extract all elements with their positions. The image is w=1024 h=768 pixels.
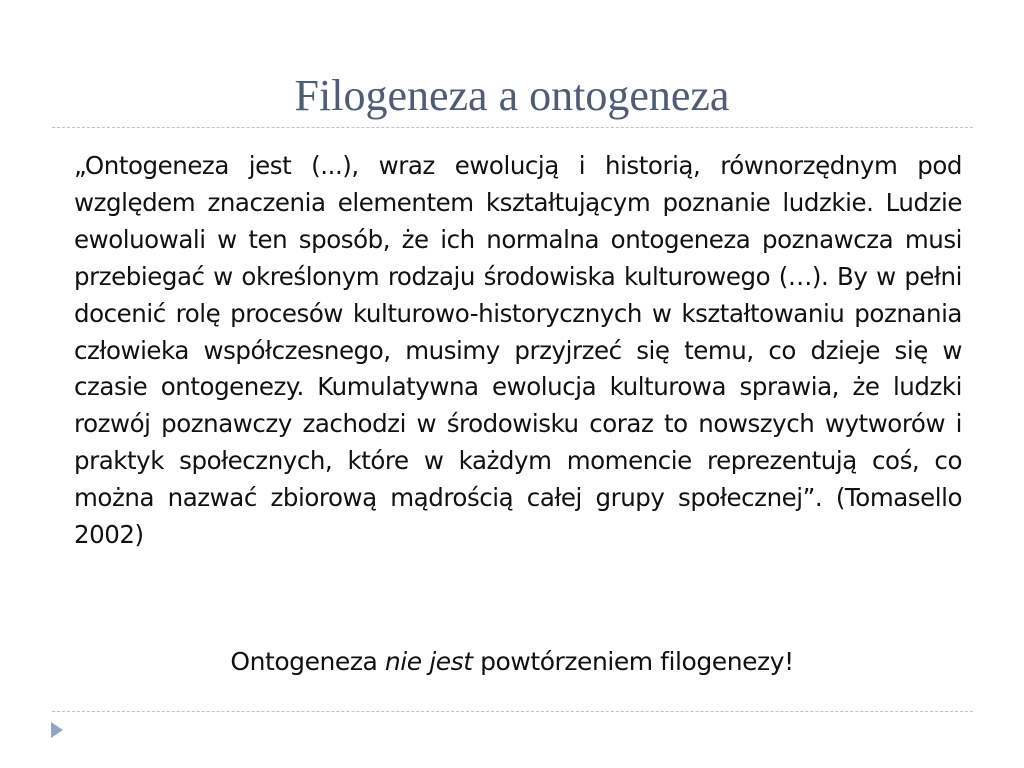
title-divider: [52, 127, 973, 128]
slide-title: Filogeneza a ontogeneza: [294, 71, 730, 120]
conclusion-line: [0, 644, 1024, 680]
conclusion-text-before: Ontogeneza: [230, 647, 385, 676]
footer-divider: [52, 711, 973, 712]
quote-paragraph: „Ontogeneza jest (...), wraz ewolucją i historią, równorzędnym pod względem znaczenia elementem kształtującym poznanie ludzkie. Ludzie ewoluowali w ten sposób, że ich normalna ontogeneza poznawcza musi przebiegać w określonym rodzaju środowiska kulturowego (…). By w pełni docenić rolę procesów kulturowo-historycznych w kształtowaniu poznania człowieka współczesnego, musimy przyjrzeć się temu, co dzieje się w czasie ontogenezy. Kumulatywna ewolucja kulturowa sprawia, że ludzki rozwój poznawczy zachodzi w środowisku coraz to nowszych wytworów i praktyk społecznych, które w każdym momencie reprezentują coś, co można nazwać zbiorową mądrością całej grupy społecznej”. (Tomasello 2002): [74, 151, 962, 550]
conclusion-emphasis: nie jest: [384, 647, 473, 676]
conclusion-text-after: powtórzeniem filogenezy!: [472, 647, 794, 676]
triangle-right-icon[interactable]: [50, 721, 64, 739]
